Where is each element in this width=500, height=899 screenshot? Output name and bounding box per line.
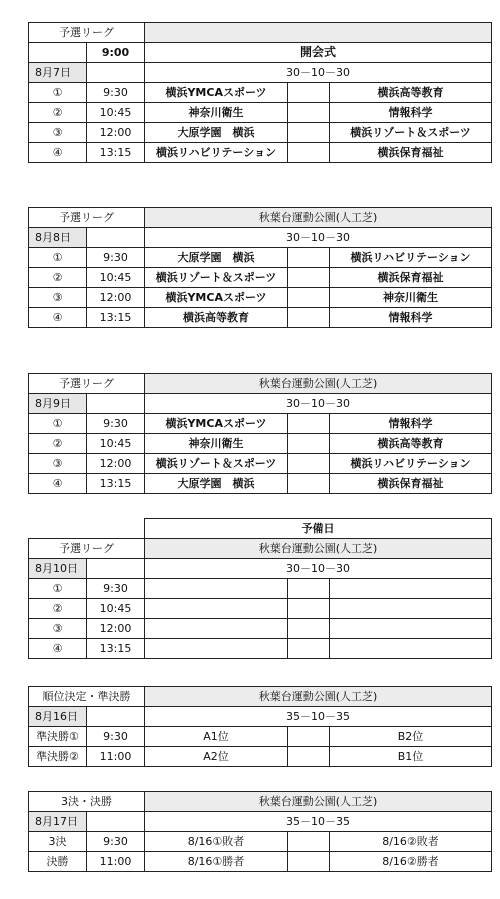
match-time: 12:00 [87,454,145,474]
team-right: 横浜リハビリテーション [330,248,492,268]
empty-cell [87,559,145,579]
team-left: 横浜リゾート＆スポーツ [145,268,288,288]
team-left: 横浜リハビリテーション [145,143,288,163]
vs-cell [288,639,330,659]
match-date: 8月10日 [29,559,87,579]
match-time: 13:15 [87,639,145,659]
match-number: ② [29,599,87,619]
venue: 秋葉台運動公園(人工芝) [145,208,492,228]
team-left: 横浜高等教育 [145,308,288,328]
team-left: 横浜YMCAスポーツ [145,414,288,434]
block-label: 順位決定・準決勝 [29,687,145,707]
vs-cell [288,747,330,767]
match-number: 決勝 [29,852,87,872]
match-time: 11:00 [87,747,145,767]
vs-cell [288,123,330,143]
match-number: ③ [29,123,87,143]
vs-cell [288,268,330,288]
match-date: 8月8日 [29,228,87,248]
match-time: 9:30 [87,832,145,852]
venue-cell-empty [145,23,492,43]
team-right: 情報科学 [330,103,492,123]
vs-cell [288,308,330,328]
block-label: 予選リーグ [29,539,145,559]
team-right: 情報科学 [330,414,492,434]
match-number: ④ [29,308,87,328]
match-time: 12:00 [87,288,145,308]
block-label: 3決・決勝 [29,792,145,812]
team-right: 横浜高等教育 [330,83,492,103]
empty-cell [87,707,145,727]
match-format: 30－10－30 [145,559,492,579]
team-left [145,599,288,619]
vs-cell [288,579,330,599]
match-number: ② [29,434,87,454]
team-left: 横浜リゾート＆スポーツ [145,454,288,474]
match-time: 13:15 [87,143,145,163]
team-right: 横浜高等教育 [330,434,492,454]
vs-cell [288,619,330,639]
team-right: 横浜保育福祉 [330,143,492,163]
match-time: 13:15 [87,308,145,328]
reserve-day: 予備日 [145,519,492,539]
schedule-block-aug17 [28,791,492,872]
opening-ceremony: 開会式 [145,43,492,63]
match-number: ② [29,268,87,288]
match-time: 12:00 [87,619,145,639]
team-right: 横浜保育福祉 [330,474,492,494]
match-time: 9:30 [87,248,145,268]
match-format: 35－10－35 [145,812,492,832]
team-left [145,619,288,639]
team-left [145,579,288,599]
match-number: ① [29,248,87,268]
venue: 秋葉台運動公園(人工芝) [145,792,492,812]
team-right [330,579,492,599]
match-number: 準決勝② [29,747,87,767]
team-right: 横浜リハビリテーション [330,454,492,474]
match-number: ④ [29,639,87,659]
schedule-block-aug16 [28,686,492,767]
vs-cell [288,454,330,474]
match-number: ④ [29,474,87,494]
match-time: 9:30 [87,727,145,747]
match-time: 10:45 [87,268,145,288]
team-right: 情報科学 [330,308,492,328]
vs-cell [288,248,330,268]
vs-cell [288,474,330,494]
match-number: ① [29,579,87,599]
match-format: 30－10－30 [145,63,492,83]
schedule-block-aug8 [28,207,492,328]
vs-cell [288,414,330,434]
vs-cell [288,143,330,163]
team-right [330,619,492,639]
empty-cell [87,228,145,248]
team-right: B1位 [330,747,492,767]
match-time: 9:30 [87,83,145,103]
team-left: A1位 [145,727,288,747]
match-time: 10:45 [87,599,145,619]
team-left: 8/16①勝者 [145,852,288,872]
match-number: 準決勝① [29,727,87,747]
empty-cell [87,394,145,414]
match-time: 13:15 [87,474,145,494]
match-number: ③ [29,619,87,639]
match-format: 30－10－30 [145,394,492,414]
match-date: 8月16日 [29,707,87,727]
match-time: 10:45 [87,434,145,454]
vs-cell [288,288,330,308]
match-time: 12:00 [87,123,145,143]
team-right: 横浜保育福祉 [330,268,492,288]
schedule-block-aug9 [28,373,492,494]
match-number: ② [29,103,87,123]
block-label: 予選リーグ [29,208,145,228]
match-time: 9:30 [87,579,145,599]
venue: 秋葉台運動公園(人工芝) [145,539,492,559]
match-time: 10:45 [87,103,145,123]
match-date: 8月7日 [29,63,87,83]
vs-cell [288,103,330,123]
team-left: 8/16①敗者 [145,832,288,852]
block-label: 予選リーグ [29,23,145,43]
match-number: ① [29,83,87,103]
block-label: 予選リーグ [29,374,145,394]
vs-cell [288,599,330,619]
team-right [330,599,492,619]
team-right: 横浜リゾート＆スポーツ [330,123,492,143]
match-format: 30－10－30 [145,228,492,248]
team-left [145,639,288,659]
vs-cell [288,852,330,872]
match-time: 11:00 [87,852,145,872]
team-right: B2位 [330,727,492,747]
opening-time: 9:00 [87,43,145,63]
venue: 秋葉台運動公園(人工芝) [145,374,492,394]
team-left: 神奈川衛生 [145,103,288,123]
venue: 秋葉台運動公園(人工芝) [145,687,492,707]
team-left: A2位 [145,747,288,767]
match-date: 8月9日 [29,394,87,414]
match-number: ④ [29,143,87,163]
match-format: 35－10－35 [145,707,492,727]
vs-cell [288,727,330,747]
empty-cell [29,43,87,63]
team-left: 大原学園 横浜 [145,474,288,494]
schedule-block-aug7 [28,22,492,163]
vs-cell [288,83,330,103]
team-right [330,639,492,659]
team-right: 8/16②勝者 [330,852,492,872]
team-right: 神奈川衛生 [330,288,492,308]
vs-cell [288,434,330,454]
match-number: ③ [29,288,87,308]
team-right: 8/16②敗者 [330,832,492,852]
match-time: 9:30 [87,414,145,434]
match-number: ③ [29,454,87,474]
match-number: ① [29,414,87,434]
team-left: 神奈川衛生 [145,434,288,454]
schedule-block-aug10 [28,518,492,659]
empty-cell [87,63,145,83]
match-date: 8月17日 [29,812,87,832]
team-left: 大原学園 横浜 [145,123,288,143]
team-left: 横浜YMCAスポーツ [145,83,288,103]
vs-cell [288,832,330,852]
match-number: 3決 [29,832,87,852]
empty-cell [87,812,145,832]
team-left: 横浜YMCAスポーツ [145,288,288,308]
team-left: 大原学園 横浜 [145,248,288,268]
